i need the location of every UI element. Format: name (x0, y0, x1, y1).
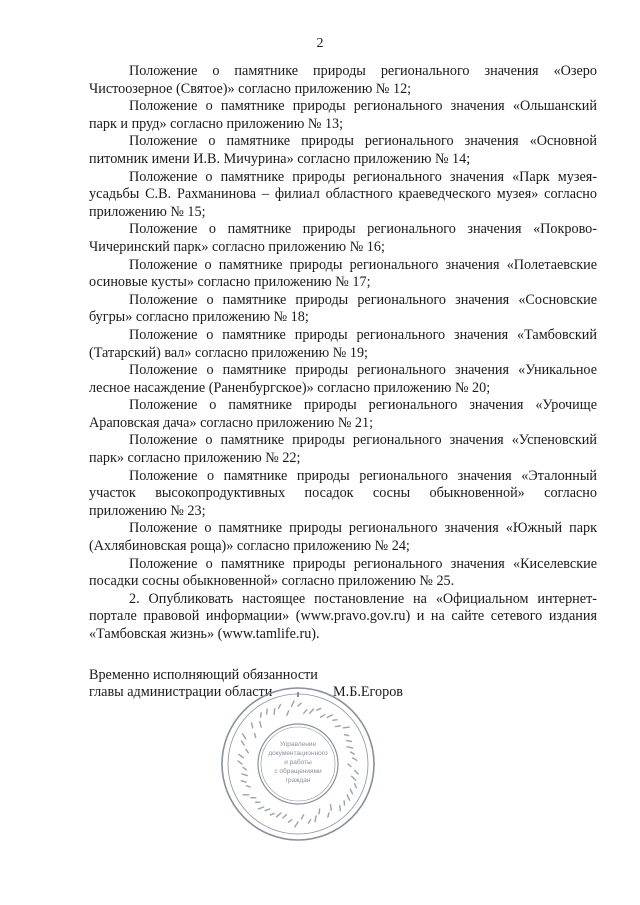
signature-position-line2: главы администрации области (89, 684, 273, 700)
stamp-ring-mark (328, 813, 329, 817)
stamp-ring-mark (246, 749, 248, 752)
stamp-ring-mark (292, 701, 295, 706)
stamp-ring-mark (261, 713, 262, 717)
publication-paragraph: 2. Опубликовать настоящее постановление на «Официальном интернет-портале правовой информации» (www.pravo.gov.ru) и на сайте сетевого издания «Тамбовская жизнь» (www.tamlife.ru). (89, 590, 597, 642)
stamp-ring-mark (243, 767, 246, 769)
official-stamp (218, 684, 378, 844)
stamp-ring-mark (352, 776, 356, 780)
stamp-ring-mark (350, 789, 352, 793)
stamp-ring-mark (315, 816, 316, 822)
stamp-ring-mark (267, 709, 268, 714)
stamp-seal-icon (218, 684, 378, 844)
stamp-ring-mark (343, 727, 349, 728)
signatory-name: М.Б.Егоров (333, 684, 403, 700)
stamp-ring-mark (347, 741, 352, 742)
stamp-ring-mark (279, 705, 281, 709)
stamp-ring-mark (319, 809, 320, 814)
stamp-ring-mark (246, 786, 250, 787)
stamp-ring-mark (317, 708, 321, 710)
stamp-ring-mark (288, 820, 291, 823)
paragraph: Положение о памятнике природы регионального значения «Парк музея-усадьбы С.В. Рахманинова – филиал областного краеведческого музея» согласно приложению № 15; (89, 168, 597, 220)
stamp-line: с обращениями (274, 768, 322, 775)
stamp-ring-mark (265, 809, 270, 811)
stamp-ring-mark (330, 805, 331, 811)
stamp-ring-mark (274, 709, 275, 715)
stamp-ring-mark (242, 741, 245, 745)
stamp-line: документационного (268, 750, 328, 757)
stamp-ring-mark (355, 784, 357, 788)
signature-position-line1: Временно исполняющий обязанности (89, 667, 318, 683)
stamp-ring-mark (321, 715, 325, 717)
stamp-ring-mark (255, 734, 256, 738)
stamp-ring-mark (277, 813, 281, 817)
paragraph: Положение о памятнике природы регионального значения «Урочище Араповская дача» согласно приложению № 21; (89, 397, 597, 431)
stamp-ring-mark (347, 747, 353, 748)
stamp-ring-mark (242, 774, 247, 776)
stamp-line: и работы (284, 759, 312, 766)
stamp-line: граждан (285, 777, 311, 784)
stamp-ring-mark (260, 722, 261, 727)
stamp-ring-mark (340, 806, 341, 811)
stamp-ring-mark (310, 709, 314, 713)
stamp-line: Управление (279, 741, 317, 748)
stamp-ring-mark (252, 723, 253, 728)
page-number: 2 (316, 36, 324, 51)
paragraph: Положение о памятнике природы регионального значения «Сосновские бугры» согласно приложению № 18; (89, 291, 597, 326)
paragraph: Положение о памятнике природы регионального значения «Уникальное лесное насаждение (Раненбургское)» согласно приложению № 20; (89, 362, 597, 396)
stamp-ring-mark (355, 770, 359, 773)
paragraph: Положение о памятнике природы регионального значения «Озеро Чистоозерное (Святое)» согласно приложению № 12; (89, 63, 597, 97)
stamp-ring-mark (304, 710, 307, 714)
paragraph: Положение о памятнике природы регионального значения «Основной питомник имени И.В. Мичурина» согласно приложению № 14; (89, 133, 597, 167)
stamp-ring-mark (270, 814, 274, 815)
paragraph: Положение о памятнике природы регионального значения «Полетаевские осиновые кусты» согласно приложению № 17; (89, 256, 597, 291)
stamp-ring-mark (241, 781, 246, 782)
paragraph: Положение о памятнике природы регионального значения «Киселевские посадки сосны обыкновенной» согласно приложению № 25. (89, 555, 597, 590)
stamp-ring-mark (301, 815, 303, 819)
paragraph: Положение о памятнике природы регионального значения «Ольшанский парк и пруд» согласно приложению № 13; (89, 98, 597, 132)
stamp-ring-mark (348, 764, 351, 767)
body-text (89, 63, 597, 644)
stamp-ring-mark (295, 822, 298, 827)
stamp-ring-mark (238, 761, 242, 764)
paragraph: Положение о памятнике природы регионального значения «Южный парк (Ахлябиновская роща)» согласно приложению № 24; (89, 520, 597, 555)
stamp-ring-mark (298, 703, 301, 706)
stamp-ring-mark (287, 711, 289, 715)
stamp-ring-mark (258, 807, 263, 809)
stamp-ring-mark (347, 795, 349, 800)
stamp-ring-mark (239, 754, 244, 758)
stamp-ring-mark (353, 758, 357, 760)
stamp-ring-mark (283, 815, 287, 818)
stamp-ring-mark (335, 726, 340, 727)
stamp-ring-mark (308, 820, 310, 824)
paragraph: Положение о памятнике природы регионального значения «Успеновский парк» согласно приложению № 22; (89, 432, 597, 467)
stamp-ring-mark (243, 734, 246, 739)
paragraph: Положение о памятнике природы регионального значения «Покрово-Чичеринский парк» согласно приложению № 16; (89, 221, 597, 255)
stamp-ring-mark (345, 735, 349, 736)
stamp-ring-mark (327, 715, 332, 718)
stamp-ring-mark (351, 752, 354, 754)
paragraph: Положение о памятнике природы регионального значения «Эталонный участок высокопродуктивных посадок сосны обыкновенной» согласно приложению № 23; (89, 467, 597, 519)
paragraph: Положение о памятнике природы регионального значения «Тамбовский (Татарский) вал» согласно приложению № 19; (89, 326, 597, 361)
